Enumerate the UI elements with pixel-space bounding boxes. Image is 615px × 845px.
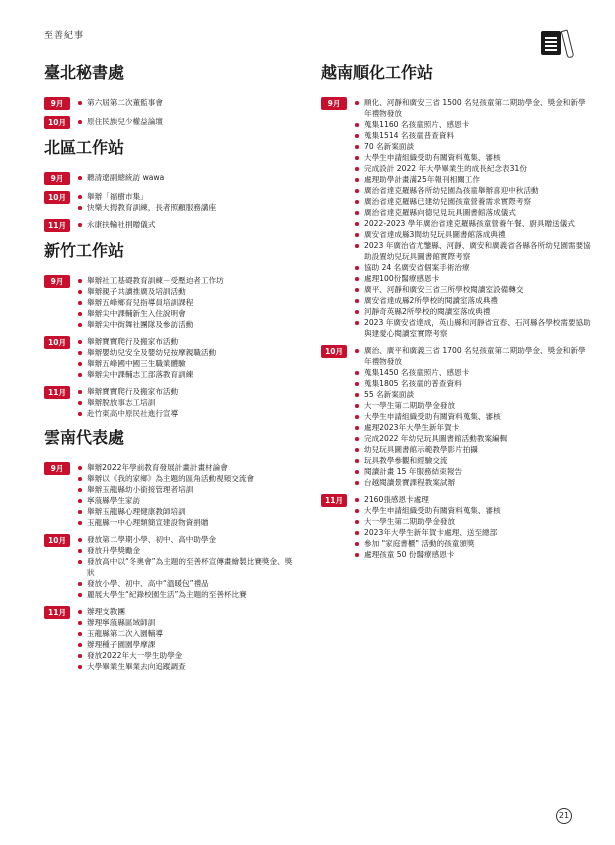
- list-item: 廣安省達成縣3間幼兒玩具圖書館落成典禮: [355, 229, 591, 240]
- month-group: [44, 172, 294, 185]
- item-list: [355, 345, 591, 488]
- list-item: 玉龍縣第二次入園輔導: [78, 628, 294, 639]
- list-item: 大一學生第二期助學金發放: [355, 516, 591, 527]
- item-list: [78, 116, 294, 127]
- list-item: 發放第二學期小學、初中、高中助學金: [78, 534, 294, 545]
- list-item: 舉辦社工基礎教育訓練－受壓迫者工作坊: [78, 275, 294, 286]
- month-group: [44, 386, 294, 419]
- list-item: 發放升學獎勵金: [78, 545, 294, 556]
- list-item: 第六屆第二次董監事會: [78, 97, 294, 108]
- list-item: 舉辦寶寶爬行及搬家布活動: [78, 386, 294, 397]
- month-group: [44, 275, 294, 330]
- list-item: 處理孩童 50 份醫療感恩卡: [355, 549, 591, 560]
- list-item: 2023 年廣安省達成，英山縣和河靜省宜春、石河縣各學校需要協助與建愛心閱讀室實際考察: [355, 317, 591, 339]
- list-item: 處理2023年大學生新年賀卡: [355, 422, 591, 433]
- list-item: 舉辦玉龍縣幼小銜接管理者培訓: [78, 484, 294, 495]
- section-title: 雲南代表處: [44, 428, 125, 447]
- item-list: [78, 336, 294, 380]
- list-item: 廣治省達克羅縣向德兒見玩具圖書館落成儀式: [355, 207, 591, 218]
- item-list: [78, 275, 294, 330]
- item-list: [355, 97, 591, 339]
- list-item: 舉辦尖中課輔志工部落教育訓練: [78, 369, 294, 380]
- list-item: 70 名新案面談: [355, 141, 591, 152]
- list-item: 大學生申請組織受助有關資料蒐集、審核: [355, 505, 591, 516]
- month-badge: 10月: [321, 345, 347, 358]
- month-badge: 10月: [44, 336, 70, 349]
- list-item: 舉辦五峰鄉育兒指導員培訓課程: [78, 297, 294, 308]
- list-item: 快樂大拇教育訓練，長者照顧服務講座: [78, 202, 294, 213]
- list-item: 舉辦脫放事志工培訓: [78, 397, 294, 408]
- list-item: 辦理種子園園學摩課: [78, 639, 294, 650]
- list-item: 2023年大學生新年賀卡處理、送至總部: [355, 527, 591, 538]
- list-item: 廣平、河靜和廣安三省三所學校閱讀室設備轉交: [355, 284, 591, 295]
- section-title: 臺北秘書處: [44, 63, 125, 82]
- list-item: 完成2022 年幼兒玩具圖書館活動教案編輯: [355, 433, 591, 444]
- list-item: 蒐集1450 名孩童照片、感恩卡: [355, 367, 591, 378]
- list-item: 2023 年廣治省尤鑒縣、河靜、廣安和廣義省各縣各所幼兒園需要協助設置幼兒玩具圖書館實際考察: [355, 240, 591, 262]
- month-group: [321, 97, 591, 339]
- menu-book-icon: [541, 31, 561, 55]
- list-item: 廣治、廣平和廣義三省 1700 名兒孩童第二期助學金、獎金和新學年禮物發放: [355, 345, 591, 367]
- list-item: 舉辦寶寶爬行及搬家布活動: [78, 336, 294, 347]
- section-title: 越南順化工作站: [321, 63, 434, 82]
- list-item: 玉龍縣一中心理類簡宣建設物資捐贈: [78, 517, 294, 528]
- list-item: 寧蒗縣學生家訪: [78, 495, 294, 506]
- list-item: 完成設計 2022 年大學畢業生的成長紀念表31份: [355, 163, 591, 174]
- item-list: [78, 172, 294, 183]
- list-item: 舉辦以《我的家鄉》為主題的區角活動視頻交流會: [78, 473, 294, 484]
- list-item: 河靜奇英縣2所學校的閱讀室落成典禮: [355, 306, 591, 317]
- list-item: 協助 24 名廣安省個案手術治療: [355, 262, 591, 273]
- month-group: [44, 336, 294, 380]
- item-list: [78, 606, 294, 672]
- list-item: 蒐集1160 名孩童照片、感恩卡: [355, 119, 591, 130]
- month-group: [321, 345, 591, 488]
- item-list: [78, 97, 294, 108]
- list-item: 處理100份醫療感恩卡: [355, 273, 591, 284]
- list-item: 處理助學計畫滿25年報刊相關工作: [355, 174, 591, 185]
- list-item: 大一學生第二期助學金發放: [355, 400, 591, 411]
- list-item: 舉辦嬰幼兒安全及嬰幼兒按摩親職活動: [78, 347, 294, 358]
- month-badge: 9月: [321, 97, 347, 110]
- list-item: 麗展大學生“紀錄校園生活”為主題的至善杯比賽: [78, 589, 294, 600]
- month-badge: 10月: [44, 116, 70, 129]
- month-badge: 10月: [44, 191, 70, 204]
- list-item: 台越閱讀景寶課程教案試辦: [355, 477, 591, 488]
- item-list: [355, 494, 591, 560]
- section: [321, 60, 591, 560]
- list-item: 蒐集1805 名孩童的普查資料: [355, 378, 591, 389]
- list-item: 原住民族兒少權益論壇: [78, 116, 294, 127]
- list-item: 參加 "家庭書櫃" 活動的孩童頒獎: [355, 538, 591, 549]
- section: [44, 135, 294, 232]
- list-item: 大學畢業生畢業去向追蹤調查: [78, 661, 294, 672]
- month-group: [44, 97, 294, 110]
- month-badge: 9月: [44, 172, 70, 185]
- month-badge: 10月: [44, 534, 70, 547]
- list-item: 舉辦五峰國中國三生職業體驗: [78, 358, 294, 369]
- month-badge: 11月: [44, 606, 70, 619]
- month-badge: 9月: [44, 275, 70, 288]
- section: [44, 60, 294, 129]
- item-list: [78, 219, 294, 230]
- list-item: 大學生申請組織受助有關資料蒐集、審核: [355, 411, 591, 422]
- section-title: 北區工作站: [44, 138, 125, 157]
- item-list: [78, 462, 294, 528]
- list-item: 聽清遼副總統訪 wawa: [78, 172, 294, 183]
- list-item: 舉辦尖中街舞社團隊及參訪活動: [78, 319, 294, 330]
- list-item: 蒐集1514 名孩童普查資料: [355, 130, 591, 141]
- list-item: 玩具教學參觀和經驗交流: [355, 455, 591, 466]
- month-badge: 9月: [44, 97, 70, 110]
- list-item: 2022-2023 學年廣治省達克羅縣孩童營養午餐、廚具贈送儀式: [355, 218, 591, 229]
- section: [44, 425, 294, 672]
- list-item: 廣治省達克羅縣各所幼兒園為孩童舉辦喜迎中秋活動: [355, 185, 591, 196]
- list-item: 永康扶輪社捐贈儀式: [78, 219, 294, 230]
- list-item: 發放小學、初中、高中“溫暖包”禮品: [78, 578, 294, 589]
- list-item: 順化、河靜和廣安三省 1500 名兒孩童第二期助學金、獎金和新學年禮物發放: [355, 97, 591, 119]
- month-group: [44, 116, 294, 129]
- item-list: [78, 386, 294, 419]
- page-number: 21: [556, 808, 572, 824]
- list-item: 發放2022年大一學生助學金: [78, 650, 294, 661]
- list-item: 赴竹東高中原民社進行宣導: [78, 408, 294, 419]
- section: [44, 238, 294, 419]
- list-item: 舉辦玉龍縣心理健康教師培訓: [78, 506, 294, 517]
- left-column: [44, 60, 294, 678]
- list-item: 廣安省達成縣2所學校的閱讀室落成典禮: [355, 295, 591, 306]
- list-item: 發放高中以“冬奧會”為主題的至善杯宣傳畫繪製比賽獎金、獎狀: [78, 556, 294, 578]
- month-badge: 11月: [44, 219, 70, 232]
- month-group: [44, 606, 294, 672]
- right-column: [321, 60, 591, 566]
- month-group: [321, 494, 591, 560]
- list-item: 2160張感恩卡處理: [355, 494, 591, 505]
- list-item: 辦理支教團: [78, 606, 294, 617]
- month-badge: 9月: [44, 462, 70, 475]
- list-item: 舉辦「福樹市集」: [78, 191, 294, 202]
- list-item: 55 名新案面談: [355, 389, 591, 400]
- list-item: 閱讀計畫 15 年服務結束報告: [355, 466, 591, 477]
- section-title: 新竹工作站: [44, 241, 125, 260]
- list-item: 辦理寧蒗縣區域師訓: [78, 617, 294, 628]
- item-list: [78, 191, 294, 213]
- list-item: 大學生申請組織受助有關資料蒐集、審核: [355, 152, 591, 163]
- month-group: [44, 534, 294, 600]
- page-header: 至善紀事: [44, 31, 85, 41]
- month-group: [44, 219, 294, 232]
- list-item: 舉辦2022年學前教育發展計畫計畫材論會: [78, 462, 294, 473]
- list-item: 廣治省達克羅縣已建幼兒園孩童營養需求實際考察: [355, 196, 591, 207]
- list-item: 舉辦親子共讀推廣及培訓活動: [78, 286, 294, 297]
- list-item: 幼兒玩具圖書館示範教學影片拍攝: [355, 444, 591, 455]
- month-group: [44, 462, 294, 528]
- month-badge: 11月: [321, 494, 347, 507]
- list-item: 舉辦尖中課輔新生入住說明會: [78, 308, 294, 319]
- item-list: [78, 534, 294, 600]
- pen-icon: [561, 30, 575, 59]
- month-group: [44, 191, 294, 213]
- month-badge: 11月: [44, 386, 70, 399]
